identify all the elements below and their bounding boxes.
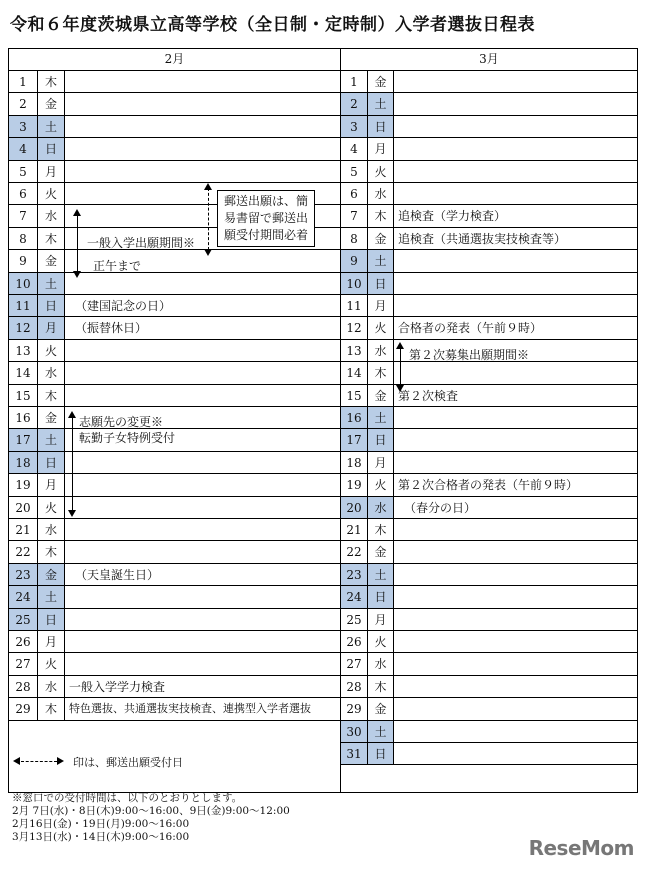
mar-weekday: 水 — [368, 183, 394, 205]
mar-weekday: 日 — [368, 586, 394, 608]
feb-day-number: 29 — [9, 698, 38, 720]
mar-event — [394, 161, 637, 183]
feb-weekday: 日 — [38, 295, 65, 317]
feb-weekday: 火 — [38, 497, 65, 519]
feb-day-number: 3 — [9, 116, 38, 138]
general-period-note: 一般入学出願期間※ — [87, 236, 196, 250]
footer-line-3: 2月16日(金)・19日(月)9:00～16:00 — [12, 818, 190, 830]
resemom-logo: ReseMom — [528, 836, 634, 860]
mar-row-line — [341, 764, 637, 765]
mar-weekday: 土 — [368, 564, 394, 586]
mar-day-number: 9 — [341, 250, 368, 272]
mar-weekday: 水 — [368, 497, 394, 519]
mar-day-number: 3 — [341, 116, 368, 138]
feb-event — [65, 586, 340, 608]
mar-weekday: 日 — [368, 273, 394, 295]
mar-day-number: 30 — [341, 721, 368, 743]
feb-day-number: 6 — [9, 183, 38, 205]
mar-weekday: 火 — [368, 474, 394, 496]
feb-weekday: 木 — [38, 385, 65, 407]
feb-row-line — [9, 720, 340, 721]
mail-period-arrow-head-up — [204, 183, 212, 190]
second-period-arrow-head-up — [396, 342, 404, 349]
mar-day-number: 2 — [341, 93, 368, 115]
footer-line-2: 2月 7日(水)・8日(木)9:00～16:00、9日(金)9:00～12:00 — [12, 805, 290, 817]
mar-weekday: 火 — [368, 317, 394, 339]
feb-weekday: 火 — [38, 340, 65, 362]
mar-event: 第２次合格者の発表（午前９時） — [398, 478, 579, 493]
feb-day-number: 26 — [9, 631, 38, 653]
mail-period-arrow-head-down — [204, 249, 212, 256]
mar-day-number: 11 — [341, 295, 368, 317]
general-period-arrow-head-down — [73, 271, 81, 278]
legend-arrow-head-right — [57, 757, 64, 765]
mar-event — [394, 407, 637, 429]
feb-day-number: 17 — [9, 429, 38, 451]
feb-weekday: 金 — [38, 93, 65, 115]
mar-day-number: 29 — [341, 698, 368, 720]
feb-day-number: 7 — [9, 205, 38, 227]
feb-day-number: 8 — [9, 228, 38, 250]
footer-notes — [12, 792, 290, 844]
mar-event — [394, 541, 637, 563]
feb-event — [65, 519, 340, 541]
mar-weekday: 金 — [368, 698, 394, 720]
feb-day-number: 16 — [9, 407, 38, 429]
header-march: 3月 — [341, 49, 637, 71]
feb-day-number: 11 — [9, 295, 38, 317]
feb-weekday: 木 — [38, 71, 65, 93]
mar-event: 追検査（共通選抜実技検査等） — [398, 231, 567, 246]
feb-weekday: 木 — [38, 228, 65, 250]
feb-day-number: 1 — [9, 71, 38, 93]
feb-day-number: 22 — [9, 541, 38, 563]
feb-day-number: 19 — [9, 474, 38, 496]
feb-day-number: 23 — [9, 564, 38, 586]
mar-day-number: 14 — [341, 362, 368, 384]
mar-day-number: 4 — [341, 138, 368, 160]
mar-weekday: 月 — [368, 452, 394, 474]
feb-day-number: 18 — [9, 452, 38, 474]
feb-weekday: 月 — [38, 317, 65, 339]
mar-event: 追検査（学力検査） — [398, 209, 507, 224]
feb-weekday: 木 — [38, 698, 65, 720]
feb-weekday: 土 — [38, 116, 65, 138]
mar-day-number: 20 — [341, 497, 368, 519]
feb-weekday: 金 — [38, 407, 65, 429]
mail-note-line-2: 易書留で郵送出 — [224, 211, 309, 225]
mar-weekday: 日 — [368, 429, 394, 451]
mar-day-number: 21 — [341, 519, 368, 541]
mar-weekday: 金 — [368, 228, 394, 250]
feb-day-number: 28 — [9, 676, 38, 698]
feb-weekday: 土 — [38, 429, 65, 451]
mar-day-number: 13 — [341, 340, 368, 362]
mar-event — [394, 273, 637, 295]
feb-weekday: 土 — [38, 586, 65, 608]
mar-weekday: 金 — [368, 385, 394, 407]
mar-day-number: 27 — [341, 653, 368, 675]
mar-event — [394, 71, 637, 93]
mar-day-number: 31 — [341, 743, 368, 765]
change-period-arrow-head-up — [68, 411, 76, 418]
mar-event — [394, 721, 637, 743]
feb-event — [65, 138, 340, 160]
feb-day-number: 12 — [9, 317, 38, 339]
feb-weekday: 火 — [38, 183, 65, 205]
mar-event — [394, 295, 637, 317]
mar-weekday: 月 — [368, 295, 394, 317]
feb-weekday: 水 — [38, 205, 65, 227]
mar-day-number: 26 — [341, 631, 368, 653]
feb-event — [65, 71, 340, 93]
mar-day-number: 12 — [341, 317, 368, 339]
mar-weekday: 木 — [368, 362, 394, 384]
mar-event — [394, 609, 637, 631]
change-period-arrow — [72, 416, 73, 512]
mar-day-number: 6 — [341, 183, 368, 205]
mar-day-number: 16 — [341, 407, 368, 429]
mail-note-line-1: 郵送出願は、簡 — [224, 194, 309, 208]
feb-event — [65, 116, 340, 138]
mar-event — [394, 138, 637, 160]
feb-weekday: 水 — [38, 676, 65, 698]
feb-event — [65, 541, 340, 563]
mar-day-number: 5 — [341, 161, 368, 183]
feb-day-number: 14 — [9, 362, 38, 384]
mar-day-number: 25 — [341, 609, 368, 631]
mail-note-box — [217, 190, 315, 247]
feb-event — [65, 362, 340, 384]
mar-day-number: 1 — [341, 71, 368, 93]
feb-weekday: 月 — [38, 474, 65, 496]
feb-day-number: 27 — [9, 653, 38, 675]
mar-weekday: 日 — [368, 116, 394, 138]
page-title: 令和６年度茨城県立高等学校（全日制・定時制）入学者選抜日程表 — [10, 15, 535, 35]
mar-day-number: 17 — [341, 429, 368, 451]
mar-day-number: 8 — [341, 228, 368, 250]
header-february: 2月 — [9, 49, 341, 71]
mar-weekday: 木 — [368, 676, 394, 698]
mar-event: 第２次検査 — [398, 388, 459, 403]
mar-day-number: 19 — [341, 474, 368, 496]
mail-period-arrow — [208, 188, 209, 250]
change-note-line-1: 志願先の変更※ — [79, 415, 164, 429]
change-note-line-2: 転勤子女特例受付 — [79, 431, 176, 445]
mar-day-number: 28 — [341, 676, 368, 698]
feb-day-number: 9 — [9, 250, 38, 272]
feb-day-number: 2 — [9, 93, 38, 115]
mar-event — [394, 93, 637, 115]
mar-day-number: 24 — [341, 586, 368, 608]
feb-event: （天皇誕生日） — [69, 567, 160, 582]
mar-event — [394, 676, 637, 698]
mar-event — [394, 631, 637, 653]
second-period-arrow — [400, 347, 401, 387]
mar-weekday: 土 — [368, 407, 394, 429]
second-period-arrow-head-down — [396, 385, 404, 392]
feb-day-number: 20 — [9, 497, 38, 519]
mar-event — [394, 183, 637, 205]
legend-arrow-head-left — [13, 757, 20, 765]
mar-event: 合格者の発表（午前９時） — [398, 321, 543, 336]
mar-weekday: 月 — [368, 138, 394, 160]
feb-weekday: 土 — [38, 273, 65, 295]
mar-event — [394, 698, 637, 720]
feb-event: 特色選抜、共通選抜実技検査、連携型入学者選抜 — [69, 702, 311, 716]
feb-event — [65, 631, 340, 653]
mar-event — [394, 743, 637, 765]
second-period-note: 第２次募集出願期間※ — [409, 348, 530, 362]
feb-weekday: 日 — [38, 609, 65, 631]
mar-day-number: 18 — [341, 452, 368, 474]
feb-event — [65, 609, 340, 631]
general-period-arrow — [77, 214, 78, 272]
feb-day-number: 25 — [9, 609, 38, 631]
legend-dashed-arrow — [21, 761, 57, 762]
feb-event: （建国記念の日） — [69, 299, 172, 313]
mar-event — [394, 116, 637, 138]
mar-weekday: 水 — [368, 653, 394, 675]
mar-weekday: 月 — [368, 609, 394, 631]
feb-day-number: 24 — [9, 586, 38, 608]
mar-weekday: 金 — [368, 541, 394, 563]
feb-day-number: 4 — [9, 138, 38, 160]
feb-event — [65, 340, 340, 362]
feb-weekday: 水 — [38, 362, 65, 384]
feb-weekday: 月 — [38, 161, 65, 183]
mar-event — [394, 564, 637, 586]
general-period-arrow-head-up — [73, 209, 81, 216]
feb-event — [65, 653, 340, 675]
feb-weekday: 月 — [38, 631, 65, 653]
feb-weekday: 木 — [38, 541, 65, 563]
mar-weekday: 土 — [368, 93, 394, 115]
mar-weekday: 木 — [368, 519, 394, 541]
feb-day-number: 10 — [9, 273, 38, 295]
mar-event — [394, 452, 637, 474]
feb-event: （振替休日） — [69, 321, 148, 336]
noon-note: 正午まで — [93, 259, 142, 273]
feb-weekday: 火 — [38, 653, 65, 675]
mar-weekday: 火 — [368, 161, 394, 183]
mar-weekday: 火 — [368, 631, 394, 653]
change-period-arrow-head-down — [68, 510, 76, 517]
mar-day-number: 7 — [341, 205, 368, 227]
feb-event: 一般入学学力検査 — [69, 679, 166, 694]
mar-day-number: 10 — [341, 273, 368, 295]
feb-event — [65, 385, 340, 407]
footer-line-4: 3月13日(水)・14日(木)9:00～16:00 — [12, 831, 190, 843]
feb-event — [65, 452, 340, 474]
mail-note-line-3: 願受付期間必着 — [224, 228, 309, 242]
mar-event — [394, 362, 637, 384]
feb-day-number: 21 — [9, 519, 38, 541]
mar-event — [394, 250, 637, 272]
feb-event — [65, 497, 340, 519]
mar-weekday: 水 — [368, 340, 394, 362]
legend-note: 印は、郵送出願受付日 — [73, 756, 183, 769]
mar-event: （春分の日） — [398, 500, 477, 515]
mar-event — [394, 586, 637, 608]
mar-weekday: 土 — [368, 250, 394, 272]
feb-event — [65, 273, 340, 295]
mar-weekday: 日 — [368, 743, 394, 765]
mar-weekday: 木 — [368, 205, 394, 227]
mar-day-number: 23 — [341, 564, 368, 586]
feb-weekday: 水 — [38, 519, 65, 541]
mar-weekday: 金 — [368, 71, 394, 93]
feb-event — [65, 93, 340, 115]
feb-weekday: 金 — [38, 564, 65, 586]
mar-weekday: 土 — [368, 721, 394, 743]
feb-weekday: 日 — [38, 452, 65, 474]
feb-weekday: 金 — [38, 250, 65, 272]
footer-line-1: ※窓口での受付時間は、以下のとおりとします。 — [12, 792, 243, 804]
mar-event — [394, 519, 637, 541]
schedule-table — [8, 48, 638, 793]
feb-event — [65, 474, 340, 496]
mar-event — [394, 429, 637, 451]
mar-day-number: 22 — [341, 541, 368, 563]
mar-event — [394, 653, 637, 675]
mar-day-number: 15 — [341, 385, 368, 407]
feb-weekday: 日 — [38, 138, 65, 160]
feb-day-number: 13 — [9, 340, 38, 362]
feb-day-number: 15 — [9, 385, 38, 407]
month-divider — [340, 49, 341, 792]
feb-event — [65, 161, 340, 183]
feb-day-number: 5 — [9, 161, 38, 183]
